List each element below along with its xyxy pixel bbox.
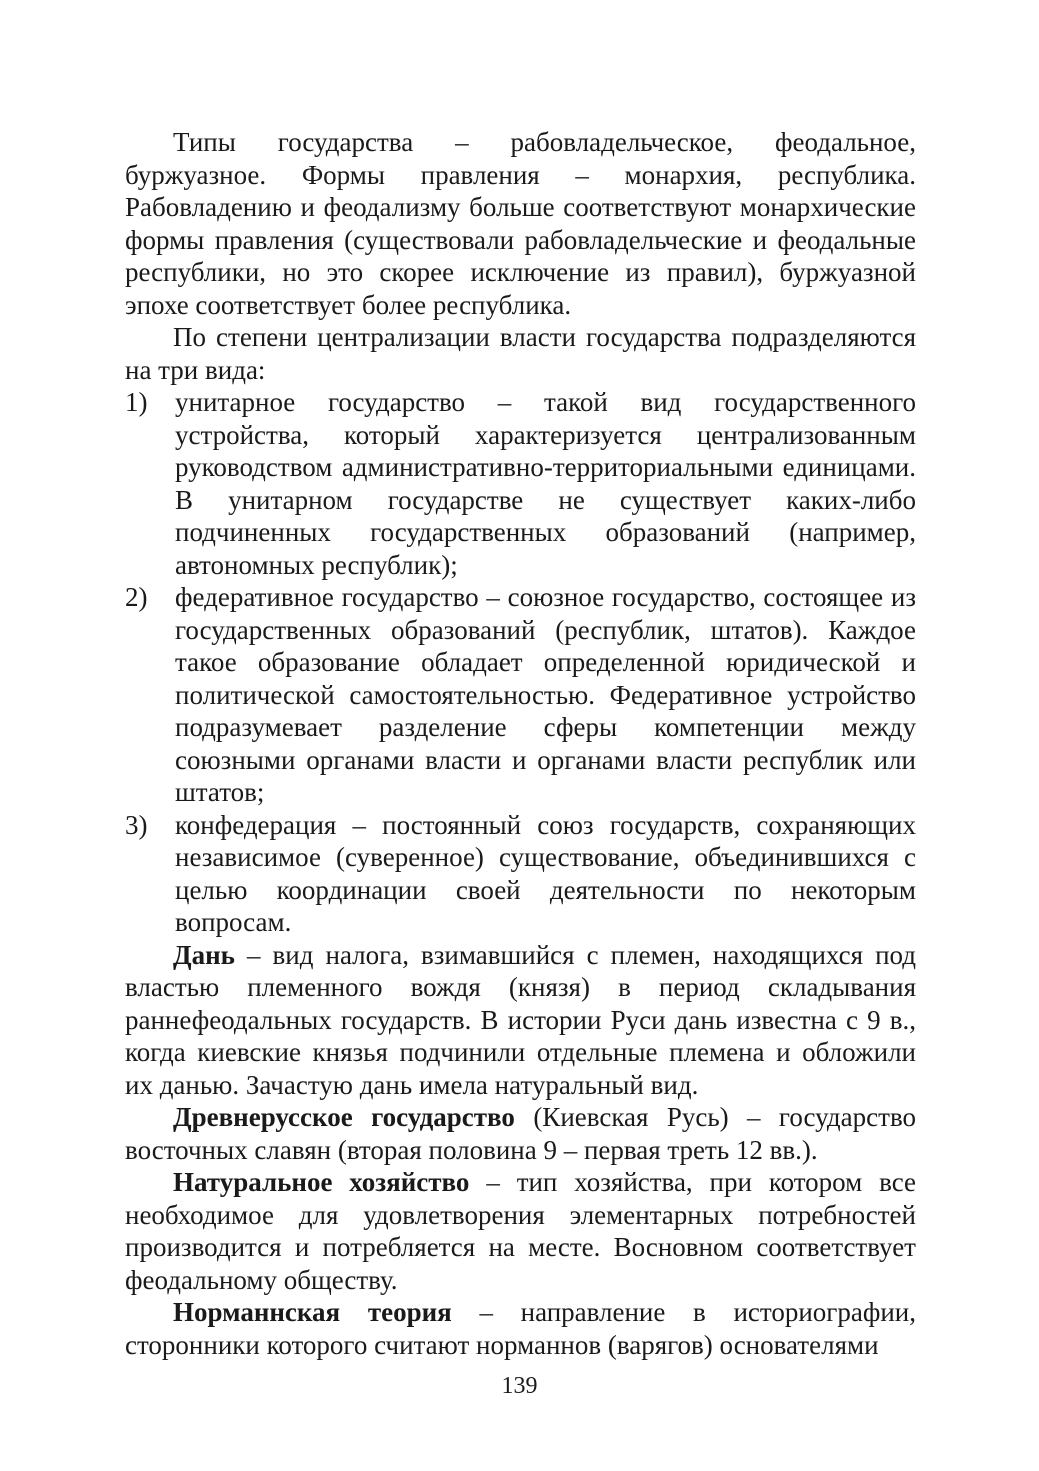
list-item-text: конфедерация – постоянный союз государств, сохраняющих независимое (суверенное) существование, объединившихся с целью координации своей деятельности по некоторым вопросам. [175, 809, 916, 937]
definition-term: Древнерусское государство [173, 1102, 515, 1132]
definition-natural-economy [125, 1166, 916, 1296]
definition-dan [125, 939, 916, 1102]
definition-old-russian-state [125, 1101, 916, 1166]
list-item-number: 2) [125, 582, 148, 612]
definition-term: Натуральное хозяйство [173, 1167, 470, 1197]
definition-term: Дань [173, 939, 235, 970]
list-item-text: унитарное государство – такой вид государственного устройства, который характеризуется централизованным руководством административно-территориальными единицами. В унитарном государстве не существует каких-либо подчиненных государственных образований (например, автономных республик); [175, 387, 916, 580]
definition-norman-theory [125, 1296, 916, 1361]
list-item [125, 581, 916, 809]
definition-text: (Киевская Русь) – государство восточных славян (вторая половина 9 – первая треть 12 вв.). [125, 1102, 917, 1165]
definition-text: – вид налога, взимавшийся с племен, находящихся под властью племенного вождя (князя) в период складывания раннефеодальных государств. В истории Руси дань известна с 9 в., когда киевские князья подчинили отдельные племена и обложили их данью. Зачастую дань имела натуральный вид. [125, 939, 916, 1100]
page-body [125, 126, 916, 1361]
list-item-number: 1) [125, 387, 148, 417]
definition-text: – тип хозяйства, при котором все необходимое для удовлетворения элементарных потребностей производится и потребляется на месте. Восновном соответствует феодальному обществу. [125, 1167, 916, 1295]
list-item-number: 3) [125, 809, 148, 840]
list-item [125, 386, 916, 581]
definition-term: Норманнская теория [173, 1297, 452, 1327]
paragraph-state-types: Типы государства – рабовладельческое, феодальное, буржуазное. Формы правления – монархия, республика. Рабовладению и феодализму больше соответствуют монархические формы правления (существовали рабовладельческие и феодальные республики, но это скорее исключение из правил), буржуазной эпохе соответствует более республика. [125, 127, 916, 320]
paragraph-centralization: По степени централизации власти государства подразделяются на три вида: [125, 322, 916, 385]
list-item [125, 809, 916, 939]
list-item-text: федеративное государство – союзное государство, состоящее из государственных образований (республик, штатов). Каждое такое образование обладает определенной юридической и политической самостоятельностью. Федеративное устройство подразумевает разделение сферы компетенции между союзными органами власти и органами власти республик или штатов; [175, 582, 916, 807]
state-types-list [125, 386, 916, 939]
definition-text: – направление в историографии, сторонники которого считают норманнов (варягов) основателями [125, 1297, 916, 1360]
page-number: 139 [501, 1373, 538, 1399]
